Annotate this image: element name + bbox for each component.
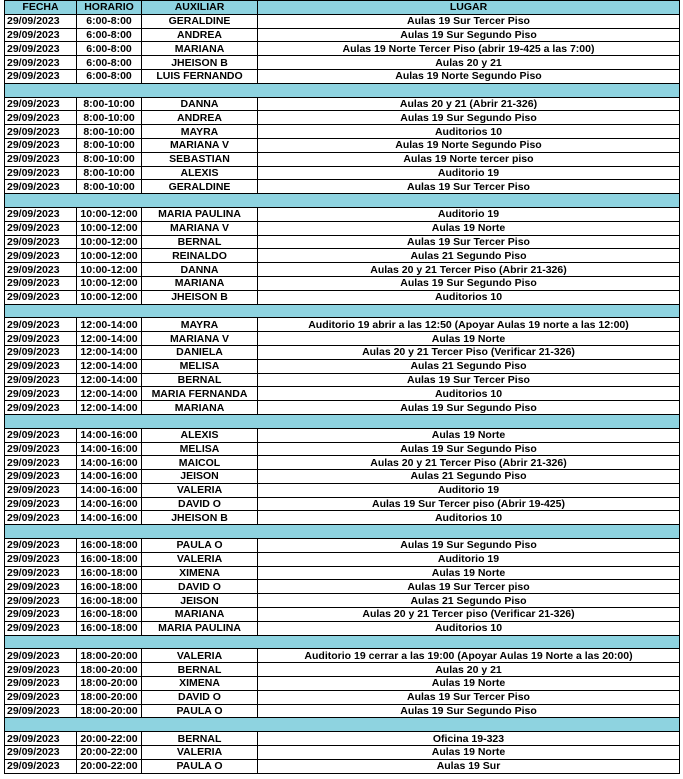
cell-lugar: Auditorio 19 (258, 207, 680, 221)
cell-auxiliar: XIMENA (142, 566, 258, 580)
header-auxiliar: AUXILIAR (142, 1, 258, 15)
table-row (5, 566, 680, 580)
cell-horario: 10:00-12:00 (77, 249, 142, 263)
cell-auxiliar: GERALDINE (142, 14, 258, 28)
cell-lugar: Aulas 21 Segundo Piso (258, 249, 680, 263)
cell-lugar: Aulas 19 Norte (258, 332, 680, 346)
cell-horario: 16:00-18:00 (77, 539, 142, 553)
table-row (5, 221, 680, 235)
cell-auxiliar: JHEISON B (142, 290, 258, 304)
cell-fecha: 29/09/2023 (5, 428, 77, 442)
cell-horario: 16:00-18:00 (77, 621, 142, 635)
cell-fecha: 29/09/2023 (5, 442, 77, 456)
cell-horario: 12:00-14:00 (77, 345, 142, 359)
cell-horario: 10:00-12:00 (77, 221, 142, 235)
cell-lugar: Auditorios 10 (258, 125, 680, 139)
cell-horario: 20:00-22:00 (77, 746, 142, 760)
cell-fecha: 29/09/2023 (5, 332, 77, 346)
cell-fecha: 29/09/2023 (5, 97, 77, 111)
cell-fecha: 29/09/2023 (5, 290, 77, 304)
cell-fecha: 29/09/2023 (5, 111, 77, 125)
cell-horario: 6:00-8:00 (77, 28, 142, 42)
cell-horario: 16:00-18:00 (77, 566, 142, 580)
cell-lugar: Auditorio 19 abrir a las 12:50 (Apoyar Aulas 19 norte a las 12:00) (258, 318, 680, 332)
table-row (5, 276, 680, 290)
table-row (5, 180, 680, 194)
cell-fecha: 29/09/2023 (5, 180, 77, 194)
cell-horario: 6:00-8:00 (77, 42, 142, 56)
cell-fecha: 29/09/2023 (5, 28, 77, 42)
cell-auxiliar: ALEXIS (142, 428, 258, 442)
cell-lugar: Aulas 19 Norte tercer piso (258, 152, 680, 166)
cell-horario: 10:00-12:00 (77, 207, 142, 221)
cell-horario: 10:00-12:00 (77, 263, 142, 277)
cell-lugar: Aulas 20 y 21 (Abrir 21-326) (258, 97, 680, 111)
cell-fecha: 29/09/2023 (5, 608, 77, 622)
cell-lugar: Aulas 20 y 21 Tercer Piso (Abrir 21-326) (258, 456, 680, 470)
cell-auxiliar: REINALDO (142, 249, 258, 263)
separator-cell (5, 83, 680, 97)
cell-auxiliar: MARIA FERNANDA (142, 387, 258, 401)
separator-cell (5, 414, 680, 428)
cell-horario: 16:00-18:00 (77, 552, 142, 566)
cell-auxiliar: SEBASTIAN (142, 152, 258, 166)
cell-horario: 8:00-10:00 (77, 97, 142, 111)
cell-fecha: 29/09/2023 (5, 207, 77, 221)
cell-fecha: 29/09/2023 (5, 663, 77, 677)
cell-fecha: 29/09/2023 (5, 552, 77, 566)
table-row (5, 359, 680, 373)
cell-auxiliar: BERNAL (142, 373, 258, 387)
cell-lugar: Auditorios 10 (258, 387, 680, 401)
cell-lugar: Aulas 19 Sur Tercer Piso (258, 235, 680, 249)
cell-fecha: 29/09/2023 (5, 746, 77, 760)
cell-horario: 14:00-16:00 (77, 511, 142, 525)
cell-auxiliar: VALERIA (142, 552, 258, 566)
cell-lugar: Aulas 19 Norte (258, 221, 680, 235)
cell-auxiliar: MAYRA (142, 318, 258, 332)
separator-cell (5, 304, 680, 318)
cell-lugar: Aulas 19 Sur Tercer Piso (258, 373, 680, 387)
cell-horario: 12:00-14:00 (77, 401, 142, 415)
cell-auxiliar: MARIA PAULINA (142, 207, 258, 221)
table-row (5, 497, 680, 511)
cell-auxiliar: DAVID O (142, 497, 258, 511)
cell-fecha: 29/09/2023 (5, 42, 77, 56)
cell-horario: 16:00-18:00 (77, 608, 142, 622)
cell-auxiliar: ANDREA (142, 111, 258, 125)
table-row (5, 56, 680, 70)
cell-horario: 14:00-16:00 (77, 428, 142, 442)
cell-fecha: 29/09/2023 (5, 566, 77, 580)
cell-fecha: 29/09/2023 (5, 125, 77, 139)
cell-lugar: Aulas 19 Sur Segundo Piso (258, 539, 680, 553)
cell-fecha: 29/09/2023 (5, 456, 77, 470)
cell-lugar: Aulas 19 Sur Segundo Piso (258, 276, 680, 290)
separator-row (5, 304, 680, 318)
cell-horario: 16:00-18:00 (77, 594, 142, 608)
cell-lugar: Aulas 19 Sur Tercer Piso (258, 14, 680, 28)
cell-auxiliar: BERNAL (142, 663, 258, 677)
cell-auxiliar: GERALDINE (142, 180, 258, 194)
table-row (5, 456, 680, 470)
cell-auxiliar: MARIANA (142, 608, 258, 622)
cell-fecha: 29/09/2023 (5, 373, 77, 387)
table-row (5, 373, 680, 387)
cell-horario: 18:00-20:00 (77, 663, 142, 677)
cell-lugar: Aulas 19 Sur Segundo Piso (258, 704, 680, 718)
cell-lugar: Auditorios 10 (258, 290, 680, 304)
cell-horario: 18:00-20:00 (77, 649, 142, 663)
cell-auxiliar: DANNA (142, 97, 258, 111)
cell-fecha: 29/09/2023 (5, 470, 77, 484)
table-row (5, 442, 680, 456)
cell-auxiliar: XIMENA (142, 677, 258, 691)
cell-horario: 18:00-20:00 (77, 690, 142, 704)
separator-row (5, 83, 680, 97)
cell-lugar: Aulas 20 y 21 Tercer Piso (Abrir 21-326) (258, 263, 680, 277)
cell-lugar: Aulas 20 y 21 (258, 56, 680, 70)
table-row (5, 387, 680, 401)
cell-fecha: 29/09/2023 (5, 649, 77, 663)
cell-horario: 12:00-14:00 (77, 359, 142, 373)
cell-fecha: 29/09/2023 (5, 594, 77, 608)
cell-lugar: Aulas 21 Segundo Piso (258, 470, 680, 484)
cell-auxiliar: JHEISON B (142, 511, 258, 525)
cell-horario: 20:00-22:00 (77, 732, 142, 746)
header-lugar: LUGAR (258, 1, 680, 15)
cell-auxiliar: PAULA O (142, 704, 258, 718)
table-row (5, 511, 680, 525)
table-row (5, 97, 680, 111)
cell-fecha: 29/09/2023 (5, 401, 77, 415)
cell-lugar: Aulas 21 Segundo Piso (258, 359, 680, 373)
cell-auxiliar: ANDREA (142, 28, 258, 42)
cell-auxiliar: MARIANA (142, 276, 258, 290)
cell-fecha: 29/09/2023 (5, 677, 77, 691)
separator-cell (5, 525, 680, 539)
cell-fecha: 29/09/2023 (5, 276, 77, 290)
cell-horario: 12:00-14:00 (77, 332, 142, 346)
cell-fecha: 29/09/2023 (5, 166, 77, 180)
schedule-table (4, 0, 680, 774)
separator-cell (5, 635, 680, 649)
cell-fecha: 29/09/2023 (5, 138, 77, 152)
cell-horario: 12:00-14:00 (77, 373, 142, 387)
cell-horario: 8:00-10:00 (77, 138, 142, 152)
table-row (5, 663, 680, 677)
cell-lugar: Aulas 19 Norte Segundo Piso (258, 69, 680, 83)
table-row (5, 42, 680, 56)
cell-fecha: 29/09/2023 (5, 152, 77, 166)
cell-lugar: Auditorio 19 (258, 483, 680, 497)
cell-fecha: 29/09/2023 (5, 56, 77, 70)
cell-fecha: 29/09/2023 (5, 249, 77, 263)
cell-fecha: 29/09/2023 (5, 732, 77, 746)
cell-horario: 6:00-8:00 (77, 69, 142, 83)
cell-horario: 16:00-18:00 (77, 580, 142, 594)
table-row (5, 28, 680, 42)
cell-horario: 8:00-10:00 (77, 166, 142, 180)
cell-auxiliar: DANIELA (142, 345, 258, 359)
separator-row (5, 718, 680, 732)
separator-row (5, 525, 680, 539)
cell-horario: 8:00-10:00 (77, 111, 142, 125)
cell-auxiliar: MELISA (142, 359, 258, 373)
separator-cell (5, 194, 680, 208)
cell-lugar: Aulas 19 Sur Segundo Piso (258, 28, 680, 42)
cell-horario: 10:00-12:00 (77, 235, 142, 249)
header-fecha: FECHA (5, 1, 77, 15)
table-row (5, 138, 680, 152)
cell-horario: 6:00-8:00 (77, 56, 142, 70)
table-row (5, 704, 680, 718)
cell-auxiliar: DAVID O (142, 580, 258, 594)
cell-auxiliar: ALEXIS (142, 166, 258, 180)
cell-fecha: 29/09/2023 (5, 759, 77, 773)
cell-auxiliar: VALERIA (142, 649, 258, 663)
cell-horario: 10:00-12:00 (77, 290, 142, 304)
table-row (5, 125, 680, 139)
table-row (5, 263, 680, 277)
cell-fecha: 29/09/2023 (5, 497, 77, 511)
cell-lugar: Aulas 20 y 21 Tercer Piso (Verificar 21-326) (258, 345, 680, 359)
cell-fecha: 29/09/2023 (5, 69, 77, 83)
cell-horario: 8:00-10:00 (77, 152, 142, 166)
cell-lugar: Aulas 21 Segundo Piso (258, 594, 680, 608)
table-row (5, 649, 680, 663)
table-row (5, 759, 680, 773)
separator-row (5, 194, 680, 208)
cell-horario: 12:00-14:00 (77, 318, 142, 332)
cell-auxiliar: JHEISON B (142, 56, 258, 70)
cell-lugar: Aulas 19 Sur Tercer Piso (258, 690, 680, 704)
table-row (5, 552, 680, 566)
table-row (5, 428, 680, 442)
header-horario: HORARIO (77, 1, 142, 15)
table-row (5, 290, 680, 304)
cell-lugar: Aulas 19 Sur Tercer piso (Abrir 19-425) (258, 497, 680, 511)
table-row (5, 69, 680, 83)
table-row (5, 483, 680, 497)
cell-auxiliar: VALERIA (142, 483, 258, 497)
cell-auxiliar: MARIANA V (142, 138, 258, 152)
table-row (5, 677, 680, 691)
cell-lugar: Aulas 20 y 21 Tercer piso (Verificar 21-326) (258, 608, 680, 622)
cell-fecha: 29/09/2023 (5, 387, 77, 401)
cell-auxiliar: MARIA PAULINA (142, 621, 258, 635)
cell-auxiliar: DAVID O (142, 690, 258, 704)
cell-lugar: Aulas 20 y 21 (258, 663, 680, 677)
cell-auxiliar: VALERIA (142, 746, 258, 760)
cell-auxiliar: MARIANA (142, 401, 258, 415)
header-row (5, 1, 680, 15)
table-row (5, 690, 680, 704)
table-row (5, 732, 680, 746)
cell-lugar: Aulas 19 Norte (258, 428, 680, 442)
table-row (5, 207, 680, 221)
cell-auxiliar: BERNAL (142, 235, 258, 249)
cell-lugar: Aulas 19 Norte (258, 677, 680, 691)
table-row (5, 152, 680, 166)
table-row (5, 345, 680, 359)
cell-auxiliar: MAYRA (142, 125, 258, 139)
cell-lugar: Aulas 19 Sur Segundo Piso (258, 442, 680, 456)
table-row (5, 166, 680, 180)
cell-auxiliar: BERNAL (142, 732, 258, 746)
cell-fecha: 29/09/2023 (5, 221, 77, 235)
cell-fecha: 29/09/2023 (5, 704, 77, 718)
cell-auxiliar: PAULA O (142, 759, 258, 773)
cell-fecha: 29/09/2023 (5, 345, 77, 359)
cell-auxiliar: JEISON (142, 594, 258, 608)
cell-horario: 20:00-22:00 (77, 759, 142, 773)
table-row (5, 746, 680, 760)
cell-horario: 18:00-20:00 (77, 704, 142, 718)
cell-horario: 14:00-16:00 (77, 456, 142, 470)
cell-lugar: Auditorios 10 (258, 621, 680, 635)
table-row (5, 594, 680, 608)
separator-row (5, 635, 680, 649)
cell-lugar: Aulas 19 Sur Tercer piso (258, 580, 680, 594)
cell-fecha: 29/09/2023 (5, 14, 77, 28)
cell-auxiliar: MARIANA (142, 42, 258, 56)
cell-fecha: 29/09/2023 (5, 359, 77, 373)
cell-horario: 14:00-16:00 (77, 483, 142, 497)
cell-lugar: Aulas 19 Norte (258, 566, 680, 580)
table-row (5, 539, 680, 553)
table-row (5, 580, 680, 594)
cell-fecha: 29/09/2023 (5, 539, 77, 553)
cell-lugar: Oficina 19-323 (258, 732, 680, 746)
cell-horario: 8:00-10:00 (77, 125, 142, 139)
table-row (5, 608, 680, 622)
cell-lugar: Auditorio 19 (258, 552, 680, 566)
cell-fecha: 29/09/2023 (5, 580, 77, 594)
table-row (5, 470, 680, 484)
cell-horario: 6:00-8:00 (77, 14, 142, 28)
separator-row (5, 414, 680, 428)
cell-lugar: Auditorio 19 (258, 166, 680, 180)
cell-auxiliar: DANNA (142, 263, 258, 277)
cell-auxiliar: MARIANA V (142, 221, 258, 235)
cell-lugar: Aulas 19 Sur Tercer Piso (258, 180, 680, 194)
table-row (5, 332, 680, 346)
cell-fecha: 29/09/2023 (5, 263, 77, 277)
cell-horario: 14:00-16:00 (77, 497, 142, 511)
cell-horario: 14:00-16:00 (77, 442, 142, 456)
table-row (5, 621, 680, 635)
cell-lugar: Aulas 19 Norte Segundo Piso (258, 138, 680, 152)
cell-fecha: 29/09/2023 (5, 235, 77, 249)
cell-horario: 14:00-16:00 (77, 470, 142, 484)
table-row (5, 111, 680, 125)
table-row (5, 249, 680, 263)
cell-lugar: Aulas 19 Norte Tercer Piso (abrir 19-425 a las 7:00) (258, 42, 680, 56)
separator-cell (5, 718, 680, 732)
cell-lugar: Auditorios 10 (258, 511, 680, 525)
schedule-body (5, 14, 680, 773)
cell-fecha: 29/09/2023 (5, 690, 77, 704)
cell-auxiliar: MAICOL (142, 456, 258, 470)
cell-horario: 12:00-14:00 (77, 387, 142, 401)
cell-horario: 8:00-10:00 (77, 180, 142, 194)
cell-lugar: Aulas 19 Sur Segundo Piso (258, 401, 680, 415)
cell-auxiliar: PAULA O (142, 539, 258, 553)
table-row (5, 235, 680, 249)
cell-auxiliar: LUIS FERNANDO (142, 69, 258, 83)
cell-lugar: Aulas 19 Sur Segundo Piso (258, 111, 680, 125)
cell-fecha: 29/09/2023 (5, 511, 77, 525)
cell-auxiliar: MARIANA V (142, 332, 258, 346)
cell-horario: 18:00-20:00 (77, 677, 142, 691)
cell-fecha: 29/09/2023 (5, 318, 77, 332)
cell-auxiliar: JEISON (142, 470, 258, 484)
cell-lugar: Aulas 19 Sur (258, 759, 680, 773)
cell-lugar: Auditorio 19 cerrar a las 19:00 (Apoyar Aulas 19 Norte a las 20:00) (258, 649, 680, 663)
table-row (5, 14, 680, 28)
cell-fecha: 29/09/2023 (5, 621, 77, 635)
table-row (5, 318, 680, 332)
cell-auxiliar: MELISA (142, 442, 258, 456)
cell-horario: 10:00-12:00 (77, 276, 142, 290)
cell-lugar: Aulas 19 Norte (258, 746, 680, 760)
table-row (5, 401, 680, 415)
cell-fecha: 29/09/2023 (5, 483, 77, 497)
